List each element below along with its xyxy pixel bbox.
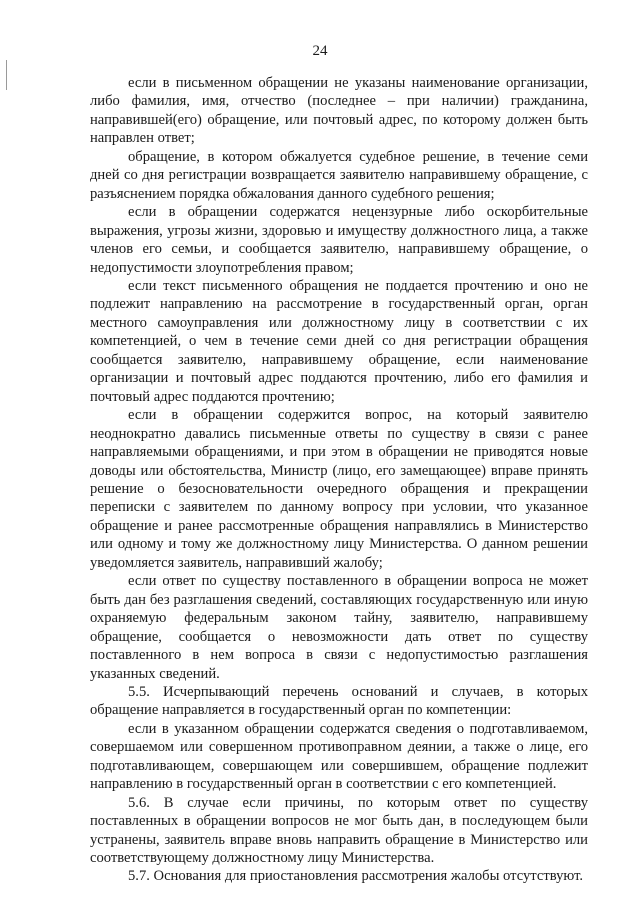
paragraph-unlawful-act: если в указанном обращении содержатся сведения о подготавливаемом, совершаемом или совершенном противоправном деянии, а также о лице, его подготавливающем, совершающем или совершившем, обращение подлежит направлению в государственный орган в соответствии с его компетенцией. — [90, 720, 588, 793]
paragraph-5-5: 5.5. Исчерпывающий перечень оснований и случаев, в которых обращение направляется в государственный орган по компетенции: — [90, 683, 588, 719]
page-edge-mark — [6, 60, 7, 90]
paragraph-offensive-language: если в обращении содержатся нецензурные либо оскорбительные выражения, угрозы жизни, здоровью и имуществу должностного лица, а также членов его семьи, и сообщается заявителю, направившему обращение, о недопустимости злоупотребления правом; — [90, 204, 588, 276]
paragraph-repeated-question: если в обращении содержится вопрос, на который заявителю неоднократно давались письменные ответы по существу в связи с ранее направляемыми обращениями, и при этом в обращении не приводятся новые доводы или обстоятельства, Министр (лицо, его замещающее) вправе принять решение о безосновательности очередного обращения и прекращении переписки с заявителем по данному вопросу при условии, что указанное обращение и ранее рассмотренные обращения направлялись в Министерство или одному и тому же должностному лицу Министерства. О данном решении уведомляется заявитель, направивший жалобу; — [90, 407, 588, 571]
page-number: 24 — [312, 43, 328, 59]
paragraph-unreadable-text: если текст письменного обращения не поддается прочтению и оно не подлежит направлению на рассмотрение в государственный орган, орган местного самоуправления или должностному лицу в соответствии с их компетенцией, о чем в течение семи дней со дня регистрации обращения сообщается заявителю, направившему обращение, если наименование организации и почтовый адрес поддаются прочтению, либо его фамилия и почтовый адрес поддаются прочтению; — [90, 277, 588, 405]
paragraph-court-decision: обращение, в котором обжалуется судебное решение, в течение семи дней со дня регистрации возвращается заявителю направившему обращение, с разъяснением порядка обжалования данного судебного решения; — [90, 148, 588, 202]
paragraph-5-6: 5.6. В случае если причины, по которым ответ по существу поставленных в обращении вопросов не мог быть дан, в последующем были устранены, заявитель вправе вновь направить обращение в Министерство или соответствующему должностному лицу Министерства. — [90, 794, 588, 867]
paragraph-no-address: если в письменном обращении не указаны наименование организации, либо фамилия, имя, отчество (последнее – при наличии) гражданина, направившей(его) обращение, или почтовый адрес, по которому должен быть направлен ответ; — [90, 75, 588, 147]
paragraph-state-secret: если ответ по существу поставленного в обращении вопроса не может быть дан без разглашения сведений, составляющих государственную или иную охраняемую федеральным законом тайну, заявителю, направившему обращение, сообщается о невозможности дать ответ по существу поставленного в нем вопроса в связи с недопустимостью разглашения указанных сведений. — [90, 573, 588, 682]
document-body — [90, 74, 588, 886]
paragraph-5-7: 5.7. Основания для приостановления рассмотрения жалобы отсутствуют. — [128, 868, 584, 885]
